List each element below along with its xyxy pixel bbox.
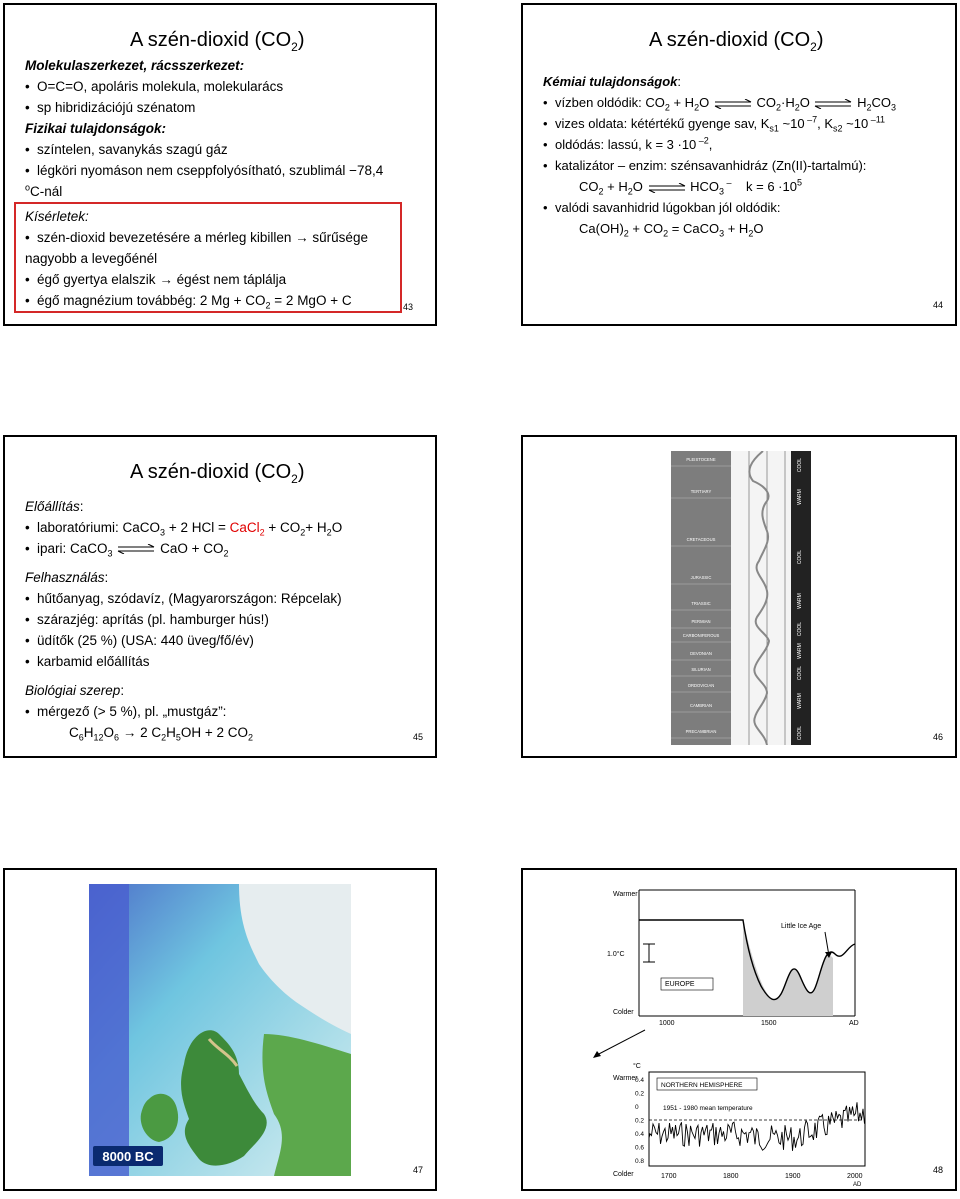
bullet-item: • karbamid előállítás bbox=[25, 651, 342, 672]
climate-label: COOL bbox=[797, 457, 803, 473]
region-label: EUROPE bbox=[665, 981, 695, 988]
slide-44 bbox=[521, 3, 957, 326]
y-tick: 0.6 bbox=[635, 1144, 645, 1152]
period-label: ORDOVICIAN bbox=[687, 683, 715, 688]
climate-label: COOL bbox=[797, 725, 803, 741]
bullet-item: • laboratóriumi: CaCO$_3$ + 2 HCl = CaCl$_2$ + $CO_2+ H_2O$ bbox=[25, 517, 342, 538]
climate-label: WARM bbox=[797, 643, 803, 659]
note-label: 1951 - 1980 mean temperature bbox=[663, 1105, 753, 1112]
slide-number: 44 bbox=[932, 300, 943, 310]
bullet-item: • szárazjég: aprítás (pl. hamburger hús!) bbox=[25, 609, 342, 630]
climate-label: WARM bbox=[797, 489, 803, 505]
bullet-item: • üdítők (25 %) (USA: 440 üveg/fő/év) bbox=[25, 630, 342, 651]
slide-number: 46 bbox=[932, 732, 943, 742]
arrow-right-icon: → bbox=[122, 725, 137, 740]
x-tick: AD bbox=[849, 1020, 859, 1026]
period-label: CRETACEOUS bbox=[686, 537, 716, 542]
bullet-continuation: $^o$C-nál bbox=[25, 182, 63, 199]
period-label: DEVONIAN bbox=[690, 651, 712, 656]
slide-number: 47 bbox=[412, 1165, 423, 1175]
bullet-item: • hűtőanyag, szódavíz, (Magyarországon: Répcelak) bbox=[25, 588, 342, 609]
y-tick: 0.2 bbox=[635, 1117, 645, 1125]
bullet-item: • égő gyertya elalszik → égést nem táplálja bbox=[25, 269, 383, 290]
bullet-item: • vízben oldódik: $CO_2 + H_2O$ $CO_2\cdot H_2O$ $H_2CO_3$ bbox=[543, 92, 896, 113]
x-tick: 1000 bbox=[659, 1020, 675, 1026]
slide-number: 48 bbox=[932, 1165, 943, 1175]
period-label: JURASSIC bbox=[690, 575, 712, 580]
slide-title: A szén-dioxid $(CO_2)$ bbox=[649, 29, 824, 54]
heading-molecular-structure: Molekulaszerkezet, rácsszerkezet: bbox=[25, 58, 245, 73]
slide-45 bbox=[3, 435, 437, 758]
experiments-highlight-box bbox=[14, 202, 402, 313]
reference-label: 1.0°C bbox=[607, 951, 625, 958]
x-tick: 2000 bbox=[847, 1173, 863, 1180]
heading-experiments: Kísérletek: bbox=[25, 209, 89, 224]
slide-45-content bbox=[25, 496, 342, 743]
connector-arrow-icon bbox=[589, 1028, 647, 1060]
annotation-label: Little Ice Age bbox=[781, 923, 822, 930]
equilibrium-arrow-icon bbox=[647, 183, 687, 193]
bullet-item: • sp hibridizációjú szénatom bbox=[25, 97, 383, 118]
y-tick: 0.4 bbox=[635, 1131, 645, 1138]
x-tick: 1500 bbox=[761, 1020, 777, 1026]
map-label: 8000 BC bbox=[102, 1149, 154, 1164]
period-label: PERMIAN bbox=[691, 619, 711, 624]
arrow-right-icon: → bbox=[295, 230, 309, 245]
bullet-item: • oldódás: lassú, k = 3 ·10 $^{-2}$, bbox=[543, 134, 896, 155]
warmer-label: Warmer bbox=[613, 891, 638, 898]
y-tick: 0.4 bbox=[635, 1077, 645, 1084]
bullet-item: • vizes oldata: kétértékű gyenge sav, $K_{s1}$ ~10 $^{-7}$, $K_{s2}$ ~10 $^{-11}$ bbox=[543, 113, 896, 134]
period-label: CARBONIFEROUS bbox=[682, 633, 720, 638]
bullet-item: • ipari: CaCO$_3$ CaO + $CO_2$ bbox=[25, 538, 342, 559]
arrow-right-icon: → bbox=[159, 272, 173, 287]
unit-label: °C bbox=[633, 1063, 641, 1070]
slide-43 bbox=[3, 3, 437, 326]
bullet-item: • színtelen, savanykás szagú gáz bbox=[25, 139, 383, 160]
bullet-item: • légköri nyomáson nem cseppfolyósítható, szublimál −78,4 bbox=[25, 160, 383, 181]
x-tick: 1700 bbox=[661, 1173, 677, 1180]
heading-physical-properties: Fizikai tulajdonságok: bbox=[25, 121, 167, 136]
climate-label: COOL bbox=[797, 665, 803, 681]
bullet-item: • mérgező (> 5 %), pl. „mustgáz”: bbox=[25, 701, 342, 722]
bullet-item: • katalizátor – enzim: szénsavanhidráz (Zn(II)-tartalmú): bbox=[543, 155, 896, 176]
northern-hemisphere-chart bbox=[603, 1060, 873, 1186]
climate-label: WARM bbox=[797, 593, 803, 609]
slide-number: 45 bbox=[412, 732, 423, 742]
period-label: PRECAMBRIAN bbox=[685, 729, 717, 734]
slide-48 bbox=[521, 868, 957, 1191]
y-ticks bbox=[635, 1077, 644, 1165]
bullet-item: • égő magnézium továbbég: 2 $Mg + CO_2 = 2$ MgO + C bbox=[25, 290, 383, 311]
period-label: TRIASSIC bbox=[691, 601, 711, 606]
period-column bbox=[671, 451, 731, 745]
climate-labels bbox=[797, 458, 803, 740]
europe-temperature-chart bbox=[603, 886, 873, 1026]
warmer-label: Warmer bbox=[613, 1075, 638, 1082]
bullet-continuation: nagyobb a levegőénél bbox=[25, 251, 158, 266]
equation-line: $C_6H_{12}O_6 \to 2$ $C_2H_5OH + 2$ $CO_2$ bbox=[69, 725, 254, 743]
equation-line: $CO_2 + H_2O$ $HCO_3$ – $k = 6 \cdot 10^5$ bbox=[579, 177, 802, 197]
geologic-climate-chart bbox=[671, 451, 811, 745]
y-tick: 0 bbox=[635, 1104, 639, 1111]
period-label: TERTIARY bbox=[690, 489, 712, 494]
bullet-item: • szén-dioxid bevezetésére a mérleg kibillen → sűrűsége bbox=[25, 227, 383, 248]
climate-label: WARM bbox=[797, 693, 803, 709]
heading-biological-role: Biológiai szerep: bbox=[25, 683, 125, 698]
heading-chemical-properties: Kémiai tulajdonságok: bbox=[543, 74, 681, 89]
equilibrium-arrow-icon bbox=[116, 544, 156, 554]
slide-44-content bbox=[543, 71, 896, 239]
climate-label: COOL bbox=[797, 621, 803, 637]
x-tick: 1800 bbox=[723, 1173, 739, 1180]
climate-label: COOL bbox=[797, 549, 803, 565]
x-end-label: AD bbox=[853, 1182, 862, 1186]
slide-title: A szén-dioxid $(CO_2)$ bbox=[130, 461, 305, 486]
period-label: SILURIAN bbox=[691, 667, 711, 672]
heading-production: Előállítás: bbox=[25, 499, 84, 514]
europe-8000bc-map bbox=[89, 884, 351, 1176]
region-label: NORTHERN HEMISPHERE bbox=[661, 1082, 743, 1089]
equation-line: $Ca(OH)_2 + CO_2$ = CaCO$_3$ + $H_2O$ bbox=[579, 221, 764, 239]
y-tick: 0.8 bbox=[635, 1158, 645, 1165]
heading-usage: Felhasználás: bbox=[25, 570, 109, 585]
slide-title: A szén-dioxid $(CO_2)$ bbox=[130, 29, 305, 54]
equilibrium-arrow-icon bbox=[813, 99, 853, 109]
colder-label: Colder bbox=[613, 1009, 634, 1016]
period-label: PLEISTOCENE bbox=[686, 457, 716, 462]
colder-label: Colder bbox=[613, 1171, 634, 1178]
period-label: CAMBRIAN bbox=[689, 703, 713, 708]
slide-47 bbox=[3, 868, 437, 1191]
slide-46 bbox=[521, 435, 957, 758]
bullet-item: • O=C=O, apoláris molekula, molekularács bbox=[25, 76, 383, 97]
equilibrium-arrow-icon bbox=[713, 99, 753, 109]
x-tick: 1900 bbox=[785, 1173, 801, 1180]
bullet-item: • valódi savanhidrid lúgokban jól oldódik: bbox=[543, 197, 896, 218]
slide-number: 43 bbox=[402, 302, 413, 312]
y-tick: 0.2 bbox=[635, 1090, 645, 1098]
